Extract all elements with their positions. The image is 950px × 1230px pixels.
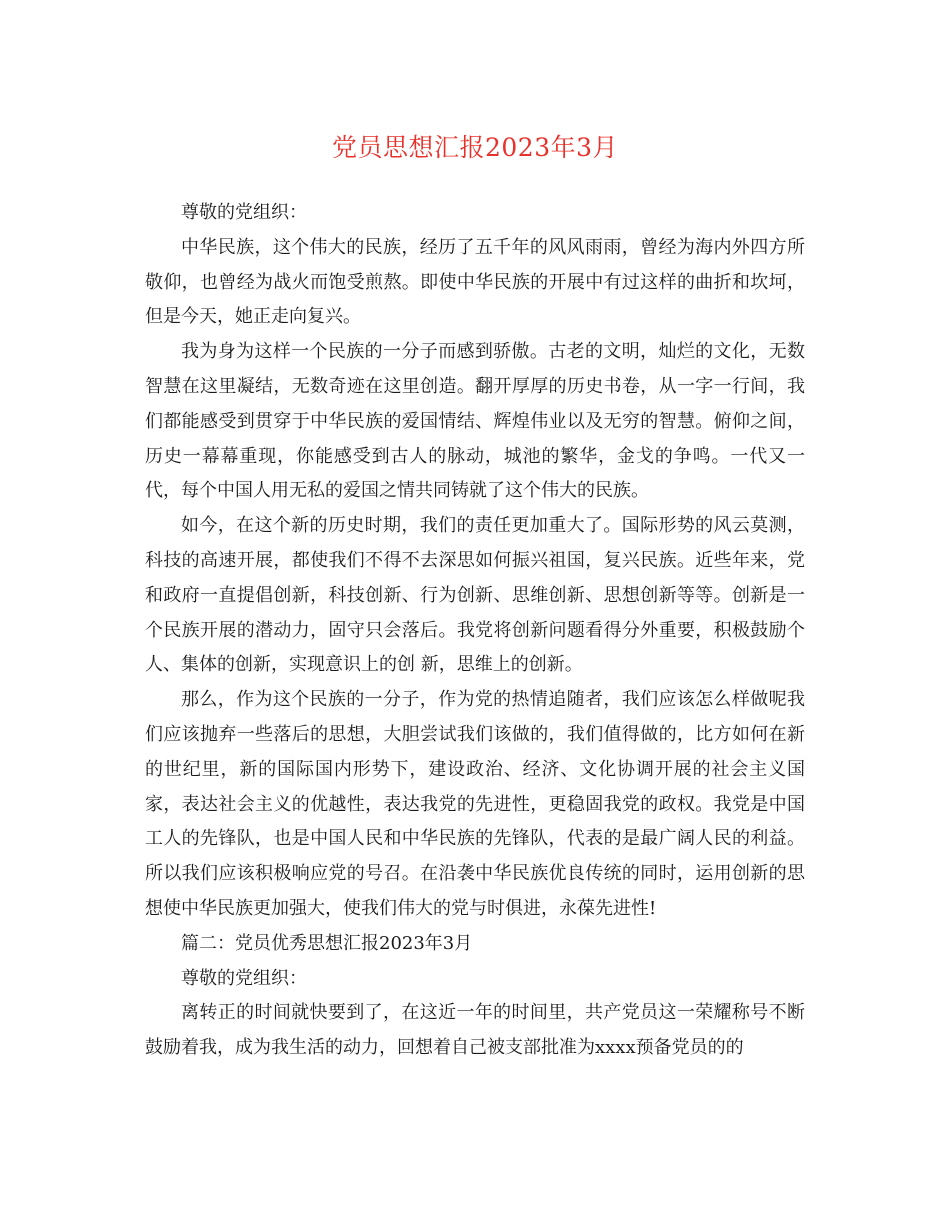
section-heading: 篇二：党员优秀思想汇报2023年3月 (181, 932, 473, 954)
salutation: 尊敬的党组织： (181, 202, 307, 223)
document-title: 党员思想汇报2023年3月 (331, 133, 619, 162)
body-paragraph: 如今，在这个新的历史时期，我们的责任更加重大了。国际形势的风云莫测，科技的高速开展，都使我们不得不去深思如何振兴祖国，复兴民族。近些年来，党和政府一直提倡创新，科技创新、行为创新、思维创新、思想创新等等。创新是一个民族开展的潜动力，固守只会落后。我党将创新问题看得分外重要，积极鼓励个人、集体的创新，实现意识上的创 新，思维上的创新。 (145, 515, 805, 676)
body-paragraph: 离转正的时间就快要到了，在这近一年的时间里，共产党员这一荣耀称号不断鼓励着我，成为我生活的动力，回想着自己被支部批准为xxxx预备党员的的 (145, 1002, 805, 1059)
salutation: 尊敬的党组织： (181, 967, 307, 989)
document-body (145, 196, 805, 1066)
body-paragraph: 中华民族，这个伟大的民族，经历了五千年的风风雨雨，曾经为海内外四方所敬仰，也曾经为战火而饱受煎熬。即使中华民族的开展中有过这样的曲折和坎坷，但是今天，她正走向复兴。 (145, 236, 805, 328)
body-paragraph: 我为身为这样一个民族的一分子而感到骄傲。古老的文明，灿烂的文化，无数智慧在这里凝结，无数奇迹在这里创造。翻开厚厚的历史书卷，从一字一行间，我们都能感受到贯穿于中华民族的爱国情结、辉煌伟业以及无穷的智慧。俯仰之间，历史一幕幕重现，你能感受到古人的脉动，城池的繁华，金戈的争鸣。一代又一代，每个中国人用无私的爱国之情共同铸就了这个伟大的民族。 (145, 341, 805, 502)
body-paragraph: 那么，作为这个民族的一分子，作为党的热情追随者，我们应该怎么样做呢我们应该抛弃一些落后的思想，大胆尝试我们该做的，我们值得做的，比方如何在新的世纪里，新的国际国内形势下，建设政治、经济、文化协调开展的社会主义国家，表达社会主义的优越性，表达我党的先进性，更稳固我党的政权。我党是中国工人的先锋队，也是中国人民和中华民族的先锋队，代表的是最广阔人民的利益。所以我们应该积极响应党的号召。在沿袭中华民族优良传统的同时，运用创新的思想使中华民族更加强大，使我们伟大的党与时俱进，永葆先进性! (145, 689, 805, 919)
